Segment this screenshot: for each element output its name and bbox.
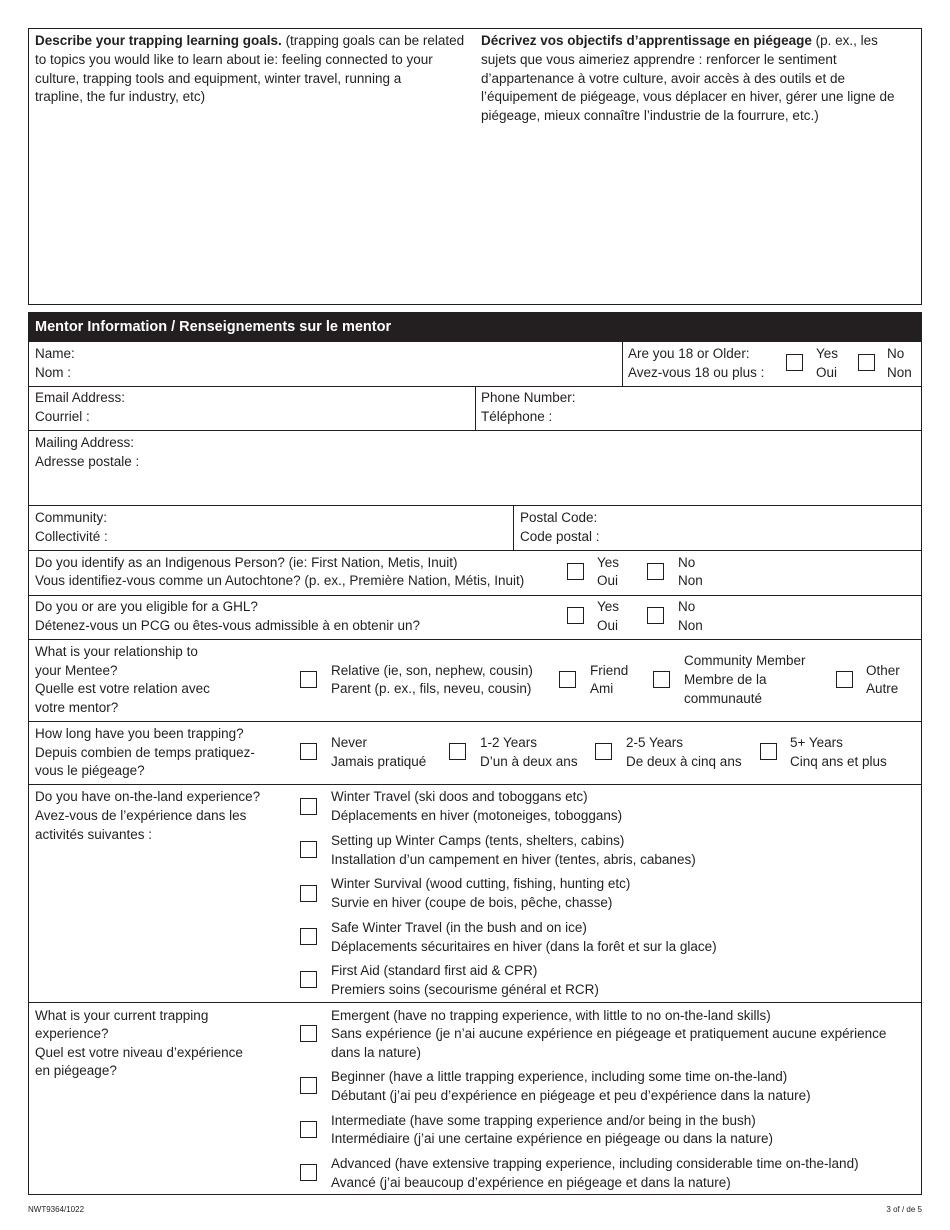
relationship-community-3: communauté [684,691,763,706]
relationship-community-1: Community Member [684,653,806,668]
level-item-label: Intermédiaire (j’ai une certaine expérience en piégeage ou dans la nature) [331,1131,774,1146]
level-question-2: experience? [35,1026,109,1041]
indigenous-yes-fr: Oui [597,573,619,588]
age-yes-checkbox[interactable] [786,354,803,371]
goals-fr-line5: piégeage, mieux connaître l’industrie de la fourrure, etc.) [481,108,819,123]
duration-1-2-fr: D’un à deux ans [480,754,578,769]
land-item-label: First Aid (standard first aid & CPR) [331,963,538,978]
duration-question-1: How long have you been trapping? [35,726,244,741]
land-item-label: Déplacements sécuritaires en hiver (dans la forêt et sur la glace) [331,939,717,954]
goals-en-line2: to topics you would like to learn about ie: feeling connected to your [35,52,433,67]
indigenous-question-en: Do you identify as an Indigenous Person? (ie: First Nation, Metis, Inuit) [35,555,458,570]
relationship-friend-en: Friend [590,663,629,678]
duration-1-2-en: 1-2 Years [480,735,538,750]
land-winter-survival-checkbox[interactable] [300,885,317,902]
level-item-label: Beginner (have a little trapping experience, including some time on-the-land) [331,1069,788,1084]
phone-label-fr: Téléphone : [481,409,553,424]
section-header: Mentor Information / Renseignements sur le mentor [28,312,922,342]
indigenous-no-fr: Non [678,573,703,588]
goals-en-line1: Describe your trapping learning goals. (trapping goals can be related [35,33,465,48]
community-label-en: Community: [35,510,108,525]
indigenous-question-fr: Vous identifiez-vous comme un Autochtone? (p. ex., Première Nation, Métis, Inuit) [35,573,525,588]
name-label-fr: Nom : [35,365,72,380]
level-advanced-checkbox[interactable] [300,1164,317,1181]
postal-label-en: Postal Code: [520,510,598,525]
page-number: 3 of / de 5 [886,1205,922,1214]
duration-question-2: Depuis combien de temps pratiquez- [35,745,255,760]
indigenous-no-en: No [678,555,696,570]
ghl-question-en: Do you or are you eligible for a GHL? [35,599,258,614]
relationship-relative-fr: Parent (p. ex., fils, neveu, cousin) [331,681,532,696]
relationship-relative-en: Relative (ie, son, nephew, cousin) [331,663,533,678]
indigenous-no-checkbox[interactable] [647,563,664,580]
col-divider [622,342,623,386]
name-label-en: Name: [35,346,75,361]
land-item-label: Winter Travel (ski doos and toboggans etc) [331,789,588,804]
land-question-3: activités suivantes : [35,827,153,842]
duration-5plus-checkbox[interactable] [760,743,777,760]
age-label-en: Are you 18 or Older: [628,346,750,361]
level-item-label: Advanced (have extensive trapping experience, including considerable time on-the-land) [331,1156,859,1171]
duration-never-fr: Jamais pratiqué [331,754,427,769]
level-question-1: What is your current trapping [35,1008,209,1023]
relationship-question-1: What is your relationship to [35,644,198,659]
goals-fr-line1: Décrivez vos objectifs d’apprentissage en piégeage (p. ex., les [481,33,878,48]
duration-2-5-fr: De deux à cinq ans [626,754,742,769]
relationship-community-2: Membre de la [684,672,767,687]
duration-2-5-en: 2-5 Years [626,735,684,750]
relationship-community-checkbox[interactable] [653,671,670,688]
indigenous-yes-checkbox[interactable] [567,563,584,580]
level-question-3: Quel est votre niveau d’expérience [35,1045,243,1060]
goals-en-line3: culture, trapping tools and equipment, winter travel, running a [35,71,402,86]
age-label-fr: Avez-vous 18 ou plus : [628,365,765,380]
goals-fr-line2: sujets que vous aimeriez apprendre : renforcer le sentiment [481,52,837,67]
mailing-address-field[interactable] [29,431,921,505]
phone-label-en: Phone Number: [481,390,576,405]
ghl-no-checkbox[interactable] [647,607,664,624]
level-item-label: dans la nature) [331,1045,422,1060]
relationship-question-4: votre mentor? [35,700,119,715]
row-divider [28,721,922,722]
row-divider [28,1002,922,1003]
ghl-yes-fr: Oui [597,618,619,633]
ghl-no-fr: Non [678,618,703,633]
goals-fr-line3: d’appartenance à votre culture, avoir accès à des outils et de [481,71,845,86]
form-id: NWT9364/1022 [28,1205,85,1214]
level-intermediate-checkbox[interactable] [300,1121,317,1138]
duration-never-checkbox[interactable] [300,743,317,760]
goals-en-line4: trapline, the fur industry, etc) [35,89,206,104]
land-item-label: Installation d’un campement en hiver (tentes, abris, cabanes) [331,852,696,867]
duration-question-3: vous le piégeage? [35,763,145,778]
relationship-other-fr: Autre [866,681,899,696]
name-field[interactable] [29,343,621,386]
land-item-label: Winter Survival (wood cutting, fishing, hunting etc) [331,876,631,891]
row-divider [28,550,922,551]
ghl-no-en: No [678,599,696,614]
duration-5plus-en: 5+ Years [790,735,843,750]
ghl-yes-checkbox[interactable] [567,607,584,624]
age-no-fr: Non [887,365,912,380]
level-item-label: Intermediate (have some trapping experience and/or being in the bush) [331,1113,756,1128]
mailing-label-fr: Adresse postale : [35,454,140,469]
duration-2-5-checkbox[interactable] [595,743,612,760]
land-item-label: Premiers soins (secourisme général et RCR) [331,982,599,997]
land-winter-camps-checkbox[interactable] [300,841,317,858]
relationship-question-2: your Mentee? [35,663,118,678]
land-item-label: Survie en hiver (coupe de bois, pêche, chasse) [331,895,613,910]
email-label-en: Email Address: [35,390,126,405]
level-emergent-checkbox[interactable] [300,1025,317,1042]
indigenous-yes-en: Yes [597,555,620,570]
row-divider [28,595,922,596]
relationship-friend-fr: Ami [590,681,614,696]
level-item-label: Emergent (have no trapping experience, with little to no on-the-land skills) [331,1008,771,1023]
postal-label-fr: Code postal : [520,529,600,544]
level-item-label: Avancé (j’ai beaucoup d’expérience en piégeage et dans la nature) [331,1175,731,1190]
ghl-yes-en: Yes [597,599,620,614]
age-yes-en: Yes [816,346,839,361]
land-first-aid-checkbox[interactable] [300,971,317,988]
duration-never-en: Never [331,735,368,750]
level-item-label: Sans expérience (je n’ai aucune expérience en piégeage et pratiquement aucune expérience [331,1026,887,1041]
email-label-fr: Courriel : [35,409,90,424]
relationship-friend-checkbox[interactable] [559,671,576,688]
community-label-fr: Collectivité : [35,529,108,544]
row-divider [28,639,922,640]
age-yes-fr: Oui [816,365,838,380]
relationship-question-3: Quelle est votre relation avec [35,681,210,696]
level-question-4: en piégeage? [35,1063,117,1078]
land-safe-travel-checkbox[interactable] [300,928,317,945]
age-no-en: No [887,346,905,361]
row-divider [28,784,922,785]
ghl-question-fr: Détenez-vous un PCG ou êtes-vous admissible à en obtenir un? [35,618,420,633]
land-winter-travel-checkbox[interactable] [300,798,317,815]
duration-1-2-checkbox[interactable] [449,743,466,760]
mailing-label-en: Mailing Address: [35,435,135,450]
goals-fr-line4: l’équipement de piégeage, vous déplacer en hiver, gérer une ligne de [481,89,895,104]
land-item-label: Déplacements en hiver (motoneiges, toboggans) [331,808,623,823]
land-item-label: Safe Winter Travel (in the bush and on ice) [331,920,587,935]
relationship-relative-checkbox[interactable] [300,671,317,688]
land-question-2: Avez-vous de l’expérience dans les [35,808,247,823]
land-question-1: Do you have on-the-land experience? [35,789,261,804]
age-no-checkbox[interactable] [858,354,875,371]
duration-5plus-fr: Cinq ans et plus [790,754,887,769]
land-item-label: Setting up Winter Camps (tents, shelters, cabins) [331,833,625,848]
level-beginner-checkbox[interactable] [300,1077,317,1094]
level-item-label: Débutant (j’ai peu d’expérience en piégeage et peu d’expérience dans la nature) [331,1088,811,1103]
relationship-other-checkbox[interactable] [836,671,853,688]
relationship-other-en: Other [866,663,900,678]
